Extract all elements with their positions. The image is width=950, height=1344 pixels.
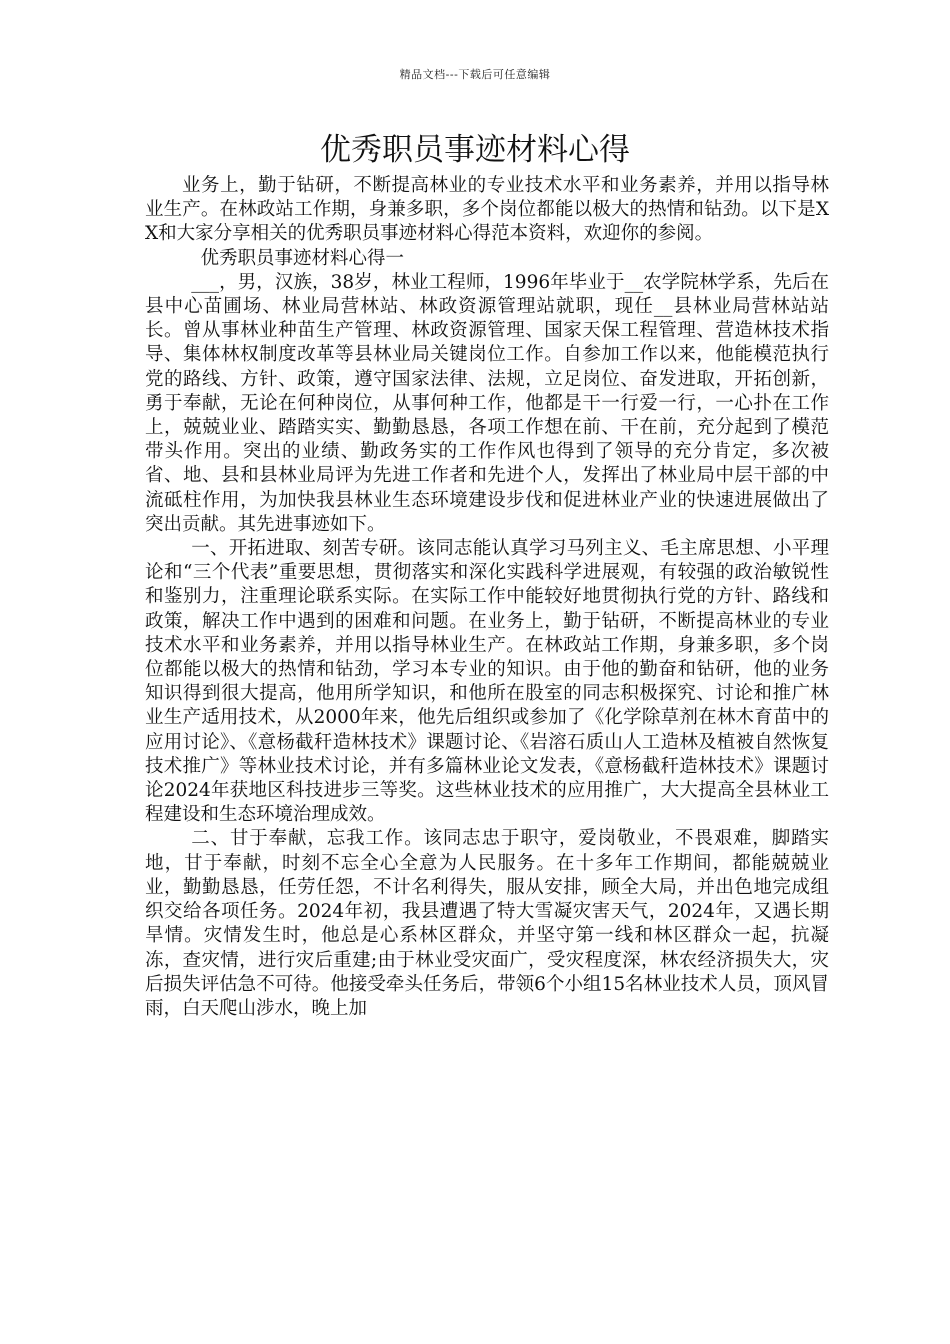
body-paragraph: 一、开拓进取、刻苦专研。该同志能认真学习马列主义、毛主席思想、小平理论和“三个代表”重要思想，贯彻落实和深化实践科学进展观，有较强的政治敏锐性和鉴别力，注重理论联系实际。在实际工作中能较好地贯彻执行党的方针、路线和政策，解决工作中遇到的困难和问题。在业务上，勤于钻研，不断提高林业的专业技术水平和业务素养，并用以指导林业生产。在林政站工作期，身兼多职，多个岗位都能以极大的热情和钻劲，学习本专业的知识。由于他的勤奋和钻研，他的业务知识得到很大提高，他用所学知识，和他所在股室的同志积极探究、讨论和推广林业生产适用技术，从2000年来，他先后组织或参加了《化学除草剂在林木育苗中的应用讨论》、《意杨截秆造林技术》课题讨论、《岩溶石质山人工造林及植被自然恢复技术推广》等林业技术讨论，并有多篇林业论文发表，《意杨截秆造林技术》课题讨论2024年获地区科技进步三等奖。这些林业技术的应用推广，大大提高全县林业工程建设和生态环境治理成效。	[145, 538, 829, 826]
intro-paragraph: 业务上，勤于钻研，不断提高林业的专业技术水平和业务素养，并用以指导林业生产。在林政站工作期，身兼多职，多个岗位都能以极大的热情和钻劲。以下是XX和大家分享相关的优秀职员事迹材料心得范本资料，欢迎你的参阅。	[145, 175, 829, 245]
document-header-note: 精品文档---下载后可任意编辑	[399, 68, 551, 81]
body-paragraph: 二、甘于奉献，忘我工作。该同志忠于职守，爱岗敬业，不畏艰难，脚踏实地，甘于奉献，时刻不忘全心全意为人民服务。在十多年工作期间，都能兢兢业业，勤勤恳恳，任劳任怨，不计名利得失，服从安排，顾全大局，并出色地完成组织交给各项任务。2024年初，我县遭遇了特大雪凝灾害天气，2024年，又遇长期旱情。灾情发生时，他总是心系林区群众，并坚守第一线和林区群众一起，抗凝冻，查灾情，进行灾后重建;由于林业受灾面广，受灾程度深，林农经济损失大，灾后损失评估急不可待。他接受牵头任务后，带领6个小组15名林业技术人员，顶风冒雨，白天爬山涉水，晚上加	[145, 828, 829, 1019]
document-title: 优秀职员事迹材料心得	[320, 132, 630, 168]
document-body	[145, 174, 829, 1021]
body-paragraph: ___，男，汉族，38岁，林业工程师，1996年毕业于__农学院林学系，先后在县中心苗圃场、林业局营林站、林政资源管理站就职，现任__县林业局营林站站长。曾从事林业种苗生产管理、林政资源管理、国家天保工程管理、营造林技术指导、集体林权制度改革等县林业局关键岗位工作。自参加工作以来，他能模范执行党的路线、方针、政策，遵守国家法律、法规，立足岗位、奋发进取，开拓创新，勇于奉献，无论在何种岗位，从事何种工作，他都是干一行爱一行，一心扑在工作上，兢兢业业、踏踏实实、勤勤恳恳，各项工作想在前、干在前，充分起到了模范带头作用。突出的业绩、勤政务实的工作作风也得到了领导的充分肯定，多次被省、地、县和县林业局评为先进工作者和先进个人，发挥出了林业局中层干部的中流砥柱作用，为加快我县林业生态环境建设步伐和促进林业产业的快速进展做出了突出贡献。其先进事迹如下。	[145, 271, 829, 535]
section-heading: 优秀职员事迹材料心得一	[200, 247, 405, 269]
